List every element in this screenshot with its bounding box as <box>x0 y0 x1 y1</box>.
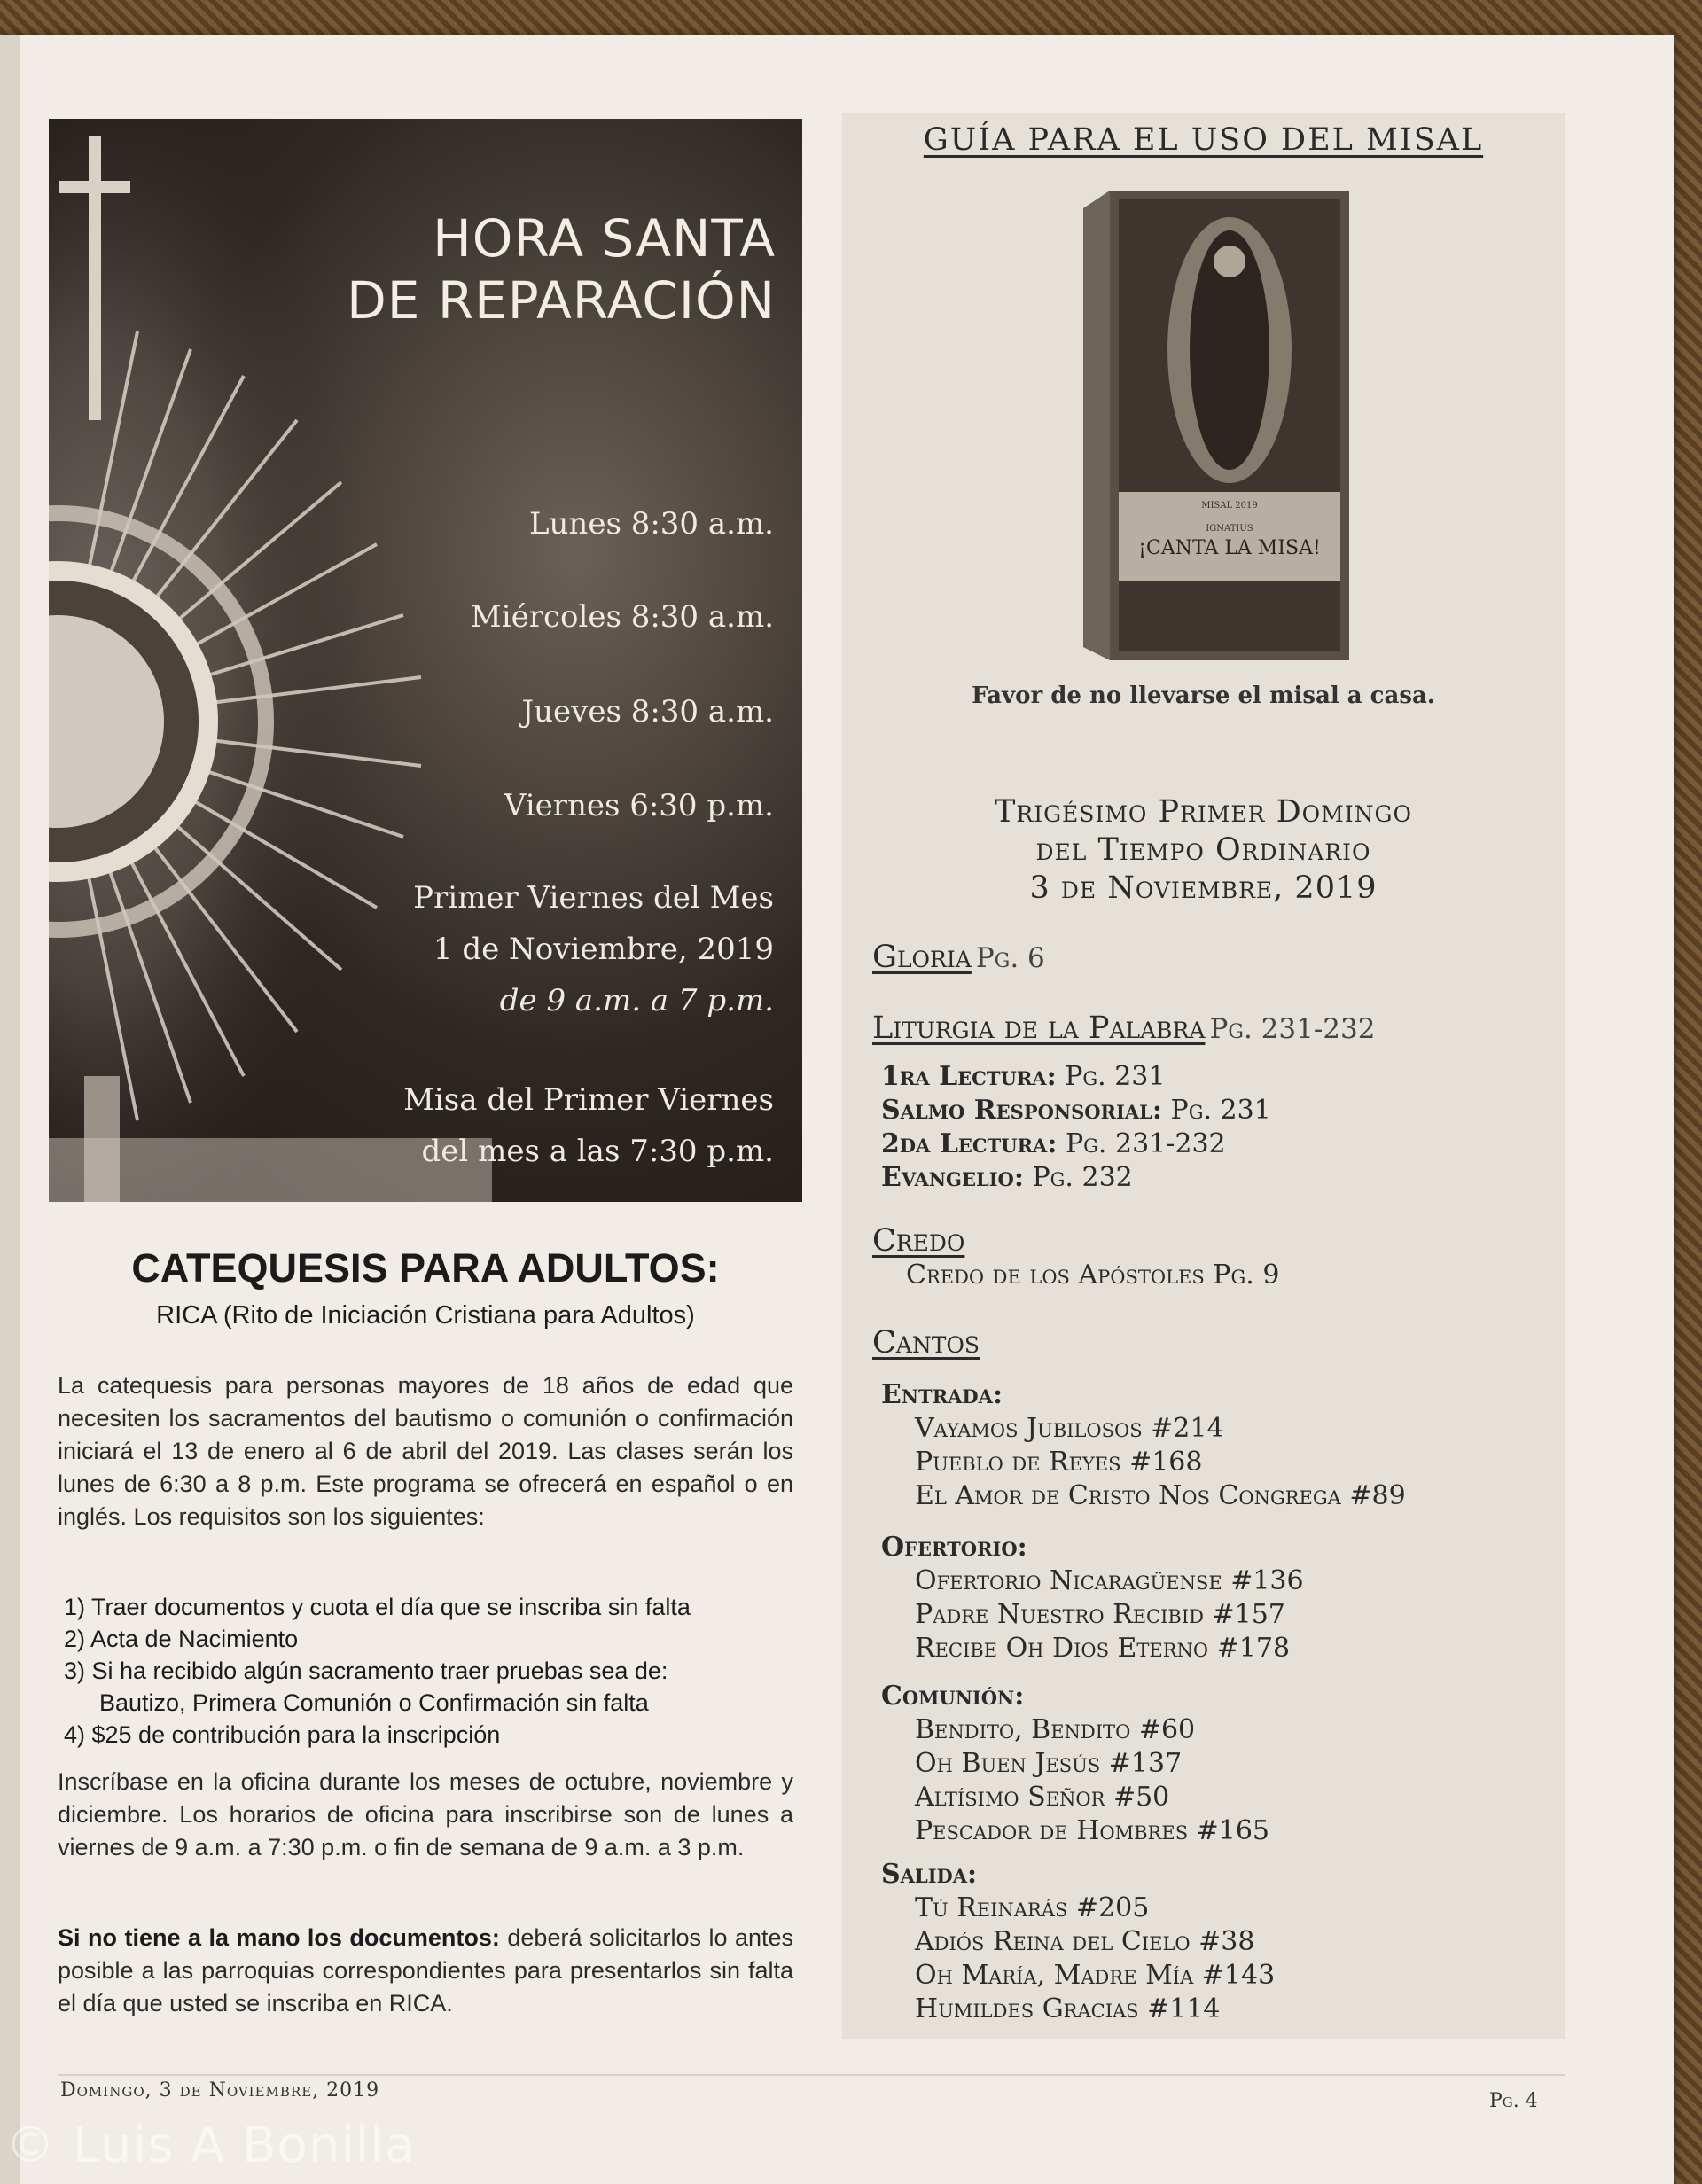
song-item: Pescador de Hombres #165 <box>915 1815 1270 1846</box>
liturgical-date <box>842 793 1565 908</box>
registration-text: Inscríbase en la oficina durante los meses de octubre, noviembre y diciembre. Los horarios de oficina para inscribirse son de lunes a viernes de 9 a.m. a 7:30 p.m. o fin de semana de 9 a.m. a 3 p.m. <box>58 1768 793 1860</box>
sunday-line: 3 de Noviembre, 2019 <box>1029 870 1378 906</box>
facing-page-edge <box>0 35 20 2184</box>
schedule-line: 1 de Noviembre, 2019 <box>433 932 774 967</box>
song-item: Altísimo Señor #50 <box>915 1782 1170 1813</box>
requirement-item: 2) Acta de Nacimiento <box>64 1626 299 1652</box>
missal-book-image <box>1083 191 1349 660</box>
schedule-line: Miércoles 8:30 a.m. <box>470 599 774 635</box>
credo-section <box>872 1223 1279 1292</box>
song-item: Vayamos Jubilosos #214 <box>915 1413 1224 1444</box>
liturgia-section <box>872 1010 1375 1046</box>
sunday-line: Trigésimo Primer Domingo <box>995 794 1412 830</box>
documents-text: deberá solicitarlos lo antes posible a las parroquias correspondientes para presentarlos sin falta el día que usted se inscriba en RICA. <box>58 1924 794 2016</box>
ofertorio-group <box>881 1531 1304 1665</box>
reading-label: 2da Lectura: <box>881 1128 1058 1159</box>
reading-item <box>881 1060 1271 1094</box>
reading-label: Salmo Responsorial: <box>881 1095 1162 1126</box>
liturgia-page: Pg. 231-232 <box>1209 1013 1376 1045</box>
reading-page: Pg. 231 <box>1065 1061 1166 1092</box>
cantos-section <box>872 1325 980 1361</box>
poster-title-line2: DE REPARACIÓN <box>347 270 776 331</box>
book-title: ¡CANTA LA MISA! <box>1138 537 1321 559</box>
salida-group <box>881 1858 1275 2026</box>
salida-label: Salida: <box>881 1859 978 1890</box>
requirement-item: 1) Traer documentos y cuota el día que se inscriba sin falta <box>64 1594 691 1620</box>
catechesis-title: CATEQUESIS PARA ADULTOS: <box>131 1245 720 1291</box>
ofertorio-label: Ofertorio: <box>881 1532 1027 1563</box>
schedule-line: de 9 a.m. a 7 p.m. <box>499 983 774 1018</box>
schedule-line: Lunes 8:30 a.m. <box>528 506 774 542</box>
entrada-group <box>881 1378 1406 1513</box>
song-item: Bendito, Bendito #60 <box>915 1714 1196 1745</box>
song-item: Recibe Oh Dios Eterno #178 <box>915 1633 1291 1664</box>
reading-page: Pg. 231 <box>1170 1095 1271 1126</box>
book-brand: IGNATIUS <box>1206 524 1253 534</box>
reading-item <box>881 1161 1271 1195</box>
requirement-item: Bautizo, Primera Comunión o Confirmación sin falta <box>99 1689 649 1716</box>
missal-notice: Favor de no llevarse el misal a casa. <box>972 682 1435 709</box>
comunion-group <box>881 1680 1269 1848</box>
song-item: Oh Buen Jesús #137 <box>915 1748 1183 1779</box>
schedule-line: Jueves 8:30 a.m. <box>521 694 774 729</box>
requirement-item: 3) Si ha recibido algún sacramento traer pruebas sea de: <box>64 1658 668 1684</box>
poster-title-line1: HORA SANTA <box>433 208 776 269</box>
liturgia-heading: Liturgia de la Palabra <box>872 1010 1206 1046</box>
cantos-heading: Cantos <box>872 1325 980 1361</box>
gloria-heading: Gloria <box>872 940 972 975</box>
schedule-line: Primer Viernes del Mes <box>413 880 774 916</box>
gloria-section <box>872 940 1045 975</box>
song-item: Humildes Gracias #114 <box>915 1993 1221 2024</box>
reading-page: Pg. 232 <box>1032 1162 1133 1193</box>
song-item: Pueblo de Reyes #168 <box>915 1447 1203 1478</box>
reading-item <box>881 1127 1271 1161</box>
entrada-label: Entrada: <box>881 1379 1003 1410</box>
footer-rule <box>58 2074 1565 2076</box>
credo-heading: Credo <box>872 1223 965 1259</box>
song-item: El Amor de Cristo Nos Congrega #89 <box>915 1480 1406 1511</box>
song-item: Tú Reinarás #205 <box>915 1892 1150 1923</box>
poster-title <box>347 207 776 332</box>
song-item: Adiós Reina del Cielo #38 <box>915 1926 1255 1957</box>
song-item: Padre Nuestro Recibid #157 <box>915 1599 1285 1630</box>
schedule-line: del mes a las 7:30 p.m. <box>421 1134 774 1169</box>
catechesis-subtitle: RICA (Rito de Iniciación Cristiana para Adultos) <box>156 1301 695 1330</box>
reading-label: 1ra Lectura: <box>881 1061 1057 1092</box>
gloria-page: Pg. 6 <box>975 942 1045 974</box>
reading-item <box>881 1094 1271 1127</box>
guide-title: GUÍA PARA EL USO DEL MISAL <box>923 122 1484 158</box>
photo-watermark: © Luis A Bonilla <box>5 2117 417 2174</box>
documents-note <box>58 1922 793 2020</box>
song-item: Oh María, Madre Mía #143 <box>915 1960 1276 1991</box>
hora-santa-poster <box>49 119 802 1202</box>
reading-page: Pg. 231-232 <box>1065 1128 1226 1159</box>
page-number: Pg. 4 <box>1489 2090 1538 2112</box>
credo-item: Credo de los Apóstoles Pg. 9 <box>906 1260 1280 1291</box>
readings-list <box>881 1060 1271 1195</box>
requirement-item: 4) $25 de contribución para la inscripción <box>64 1721 501 1748</box>
catechesis-intro: La catequesis para personas mayores de 18 años de edad que necesiten los sacramentos del bautismo o comunión o confirmación iniciará el 13 de enero al 6 de abril del 2019. Las clases serán los lunes de 6:30 a 8 p.m. Este programa se ofrecerá en español o en inglés. Los requisitos son los siguientes: <box>58 1372 793 1530</box>
requirements-list <box>64 1591 800 1751</box>
documents-lead: Si no tiene a la mano los documentos: <box>58 1924 500 1951</box>
book-year: MISAL 2019 <box>1201 501 1258 511</box>
sunday-line: del Tiempo Ordinario <box>1035 832 1371 868</box>
comunion-label: Comunión: <box>881 1681 1025 1712</box>
footer-date: Domingo, 3 de Noviembre, 2019 <box>60 2079 380 2102</box>
schedule-line: Misa del Primer Viernes <box>403 1082 774 1118</box>
reading-label: Evangelio: <box>881 1162 1024 1193</box>
schedule-line: Viernes 6:30 p.m. <box>504 788 774 823</box>
song-item: Ofertorio Nicaragüense #136 <box>915 1565 1304 1596</box>
